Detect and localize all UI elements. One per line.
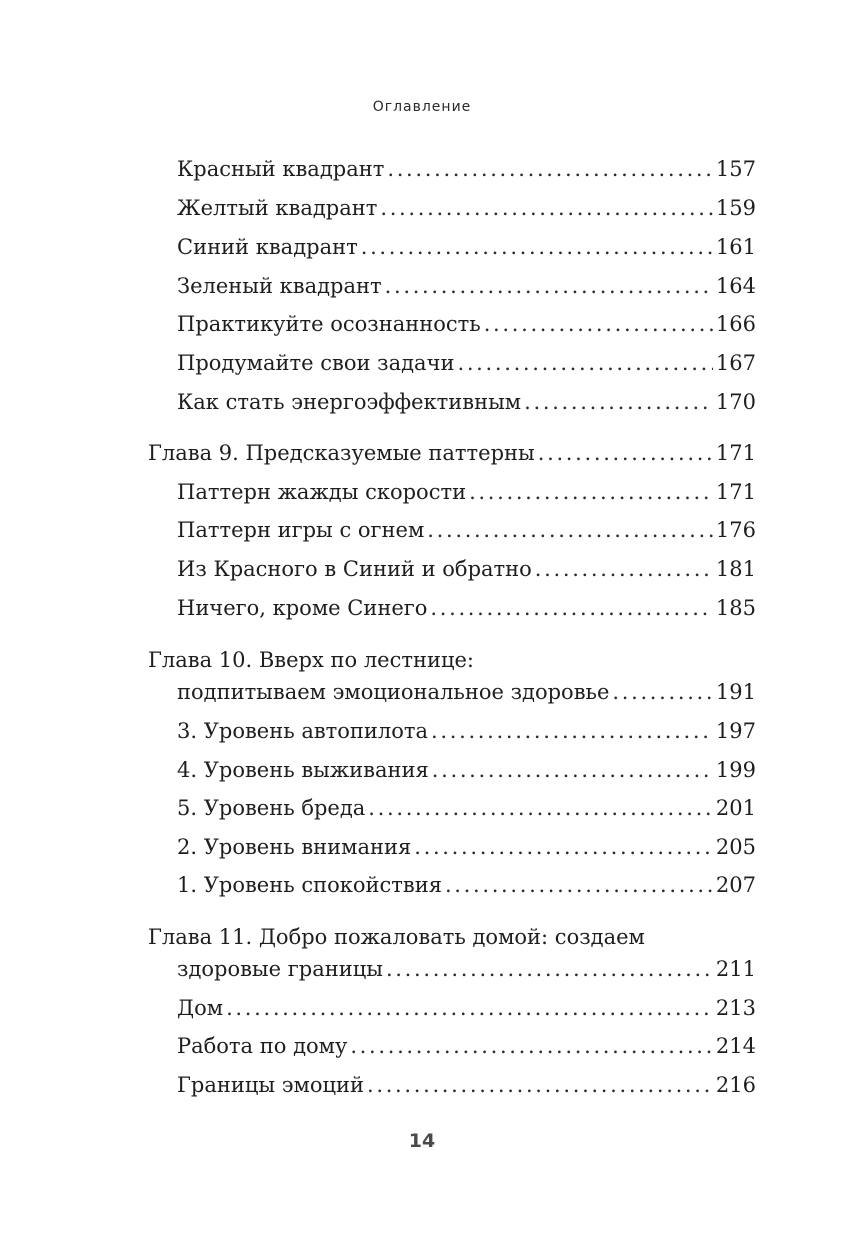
- toc-entry[interactable]: [177, 989, 756, 1027]
- dot-leader: [538, 434, 713, 472]
- dot-leader: [457, 344, 712, 382]
- toc-entry[interactable]: [177, 383, 756, 421]
- toc-entry-page: 197: [715, 719, 756, 743]
- toc-entry-title: Красный квадрант: [177, 157, 385, 181]
- toc-chapter-title: здоровые границы: [177, 957, 383, 981]
- toc-entry[interactable]: [177, 828, 756, 866]
- toc-entry[interactable]: [177, 1066, 756, 1104]
- dot-leader: [535, 550, 713, 588]
- toc-entry-page: 201: [715, 796, 756, 820]
- dot-leader: [387, 150, 713, 188]
- toc-entry-title: Паттерн жажды скорости: [177, 480, 467, 504]
- toc-entry-title: Паттерн игры с огнем: [177, 518, 425, 542]
- toc-entry-title: Работа по дому: [177, 1034, 348, 1058]
- toc-entry[interactable]: [177, 550, 756, 588]
- toc-entry-title: Желтый квадрант: [177, 196, 378, 220]
- toc-entry-title: 4. Уровень выживания: [177, 758, 429, 782]
- toc-entry-page: 214: [715, 1034, 756, 1058]
- toc-entry-title: Зеленый квадрант: [177, 274, 382, 298]
- dot-leader: [386, 950, 713, 988]
- dot-leader: [430, 589, 713, 627]
- toc-entry-page: 170: [715, 390, 756, 414]
- dot-leader: [226, 989, 713, 1027]
- toc-entry-title: 5. Уровень бреда: [177, 796, 366, 820]
- toc-chapter-11-heading[interactable]: Глава 11. Добро пожаловать домой: создаем: [148, 925, 645, 949]
- running-head: Оглавление: [372, 99, 472, 115]
- toc-entry-title: Как стать энергоэффективным: [177, 390, 522, 414]
- dot-leader: [427, 511, 713, 549]
- toc-entry-page: 205: [715, 835, 756, 859]
- toc-entry-page: 161: [715, 235, 756, 259]
- toc-entry-title: Практикуйте осознанность: [177, 312, 481, 336]
- toc-chapter-title: подпитываем эмоциональное здоровье: [177, 680, 610, 704]
- toc-entry-page: 213: [715, 996, 756, 1020]
- toc-entry-page: 207: [715, 873, 756, 897]
- toc-entry-title: 3. Уровень автопилота: [177, 719, 429, 743]
- toc-entry-page: 166: [715, 312, 756, 336]
- dot-leader: [484, 305, 713, 343]
- toc-entry-page: 171: [715, 480, 756, 504]
- toc-entry-page: 159: [715, 196, 756, 220]
- toc-entry-page: 176: [715, 518, 756, 542]
- toc-entry[interactable]: [177, 150, 756, 188]
- toc-chapter-9[interactable]: [148, 434, 756, 472]
- toc-entry[interactable]: [177, 189, 756, 227]
- dot-leader: [368, 789, 713, 827]
- toc-entry-title: Из Красного в Синий и обратно: [177, 557, 532, 581]
- dot-leader: [431, 712, 713, 750]
- dot-leader: [361, 228, 713, 266]
- toc-entry[interactable]: [177, 267, 756, 305]
- dot-leader: [385, 267, 713, 305]
- dot-leader: [524, 383, 713, 421]
- toc-entry-title: Границы эмоций: [177, 1073, 364, 1097]
- dot-leader: [380, 189, 713, 227]
- toc-entry-page: 181: [715, 557, 756, 581]
- toc-chapter-page: 191: [715, 680, 756, 704]
- toc-entry-page: 157: [715, 157, 756, 181]
- toc-entry[interactable]: [177, 1027, 756, 1065]
- toc-chapter-10[interactable]: [177, 673, 756, 711]
- toc-entry-page: 199: [715, 758, 756, 782]
- dot-leader: [445, 866, 713, 904]
- toc-entry[interactable]: [177, 866, 756, 904]
- toc-entry-page: 164: [715, 274, 756, 298]
- toc-entry-title: Дом: [177, 996, 224, 1020]
- toc-chapter-page: 171: [715, 441, 756, 465]
- toc-entry[interactable]: [177, 511, 756, 549]
- toc-entry[interactable]: [177, 589, 756, 627]
- toc-entry[interactable]: [177, 789, 756, 827]
- toc-entry[interactable]: [177, 344, 756, 382]
- toc-entry-page: 216: [715, 1073, 756, 1097]
- toc-chapter-title: Глава 9. Предсказуемые паттерны: [148, 441, 535, 465]
- toc-chapter-page: 211: [715, 957, 756, 981]
- dot-leader: [414, 828, 713, 866]
- toc-entry-title: Ничего, кроме Синего: [177, 596, 428, 620]
- toc-entry[interactable]: [177, 751, 756, 789]
- dot-leader: [432, 751, 713, 789]
- toc-entry-title: 2. Уровень внимания: [177, 835, 412, 859]
- toc-chapter-11[interactable]: [177, 950, 756, 988]
- toc-entry[interactable]: [177, 473, 756, 511]
- toc-entry-title: 1. Уровень спокойствия: [177, 873, 442, 897]
- toc-entry[interactable]: [177, 712, 756, 750]
- toc-chapter-10-heading[interactable]: Глава 10. Вверх по лестнице:: [148, 648, 474, 672]
- toc-entry-page: 167: [715, 351, 756, 375]
- toc-entry[interactable]: [177, 305, 756, 343]
- toc-entry-title: Синий квадрант: [177, 235, 358, 259]
- toc-entry[interactable]: [177, 228, 756, 266]
- page-number: 14: [408, 1130, 436, 1152]
- dot-leader: [612, 673, 713, 711]
- dot-leader: [469, 473, 713, 511]
- toc-entry-title: Продумайте свои задачи: [177, 351, 455, 375]
- toc-entry-page: 185: [715, 596, 756, 620]
- dot-leader: [350, 1027, 713, 1065]
- dot-leader: [367, 1066, 713, 1104]
